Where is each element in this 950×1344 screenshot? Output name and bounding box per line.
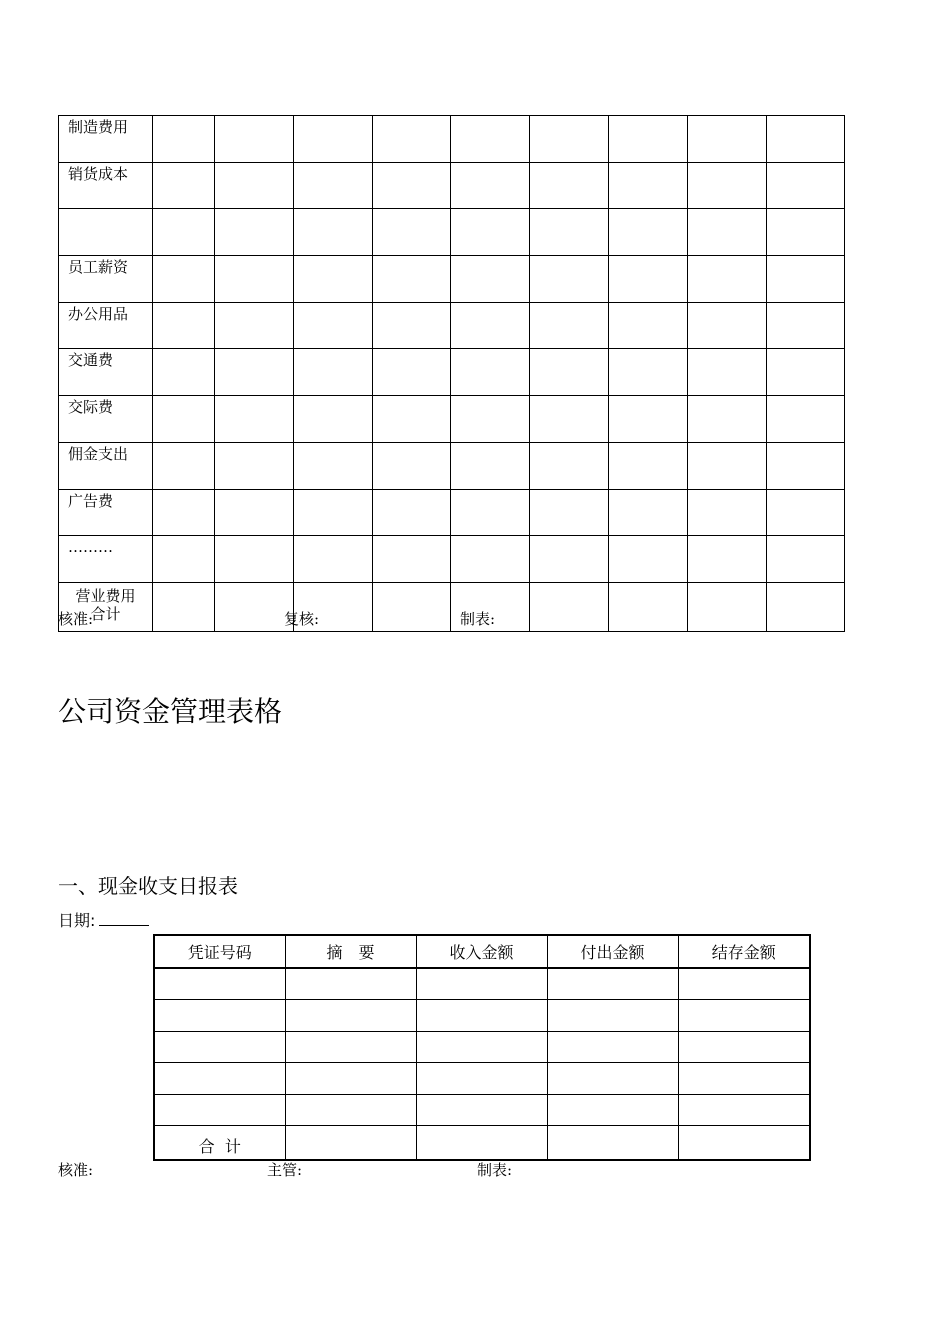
cell[interactable] [609,396,688,443]
row-label-ellipsis: ……… [59,536,153,583]
cell[interactable] [530,209,609,256]
cell[interactable] [285,1126,416,1160]
cell[interactable] [451,116,530,163]
row-label-line1: 营业费用 [75,586,136,605]
cell[interactable] [547,1126,678,1160]
row-label-commission: 佣金支出 [59,442,153,489]
cell[interactable] [767,302,845,349]
cell[interactable] [688,442,767,489]
cell[interactable] [767,162,845,209]
cell[interactable] [530,116,609,163]
cell[interactable] [416,1126,547,1160]
cell[interactable] [153,442,215,489]
cell[interactable] [294,536,373,583]
row-label-blank [59,209,153,256]
review-label: 复核: [284,610,320,628]
cell[interactable] [294,302,373,349]
cell[interactable] [285,968,416,1000]
date-row [58,908,149,931]
cell[interactable] [530,442,609,489]
cell[interactable] [451,442,530,489]
cell[interactable] [678,1031,810,1063]
prepare-label: 制表: [477,1161,513,1179]
cell[interactable] [285,1000,416,1032]
cell[interactable] [285,1063,416,1095]
cell[interactable] [154,1094,285,1126]
expense-row [59,209,845,256]
cell[interactable] [530,489,609,536]
cell[interactable] [688,536,767,583]
row-label-salaries: 员工薪资 [59,256,153,303]
cell[interactable] [153,582,215,631]
cell[interactable] [678,1063,810,1095]
cell[interactable] [373,396,451,443]
table-row [154,1031,810,1063]
cell[interactable] [373,536,451,583]
cell[interactable] [678,1094,810,1126]
document-title: 公司资金管理表格 [58,695,283,728]
section-title: 一、现金收支日报表 [58,874,238,898]
cell[interactable] [215,489,294,536]
cell[interactable] [767,536,845,583]
cell[interactable] [215,162,294,209]
cell[interactable] [294,209,373,256]
row-label-entertainment: 交际费 [59,396,153,443]
cell[interactable] [215,442,294,489]
cell[interactable] [451,536,530,583]
cell[interactable] [153,536,215,583]
cell[interactable] [215,209,294,256]
cell[interactable] [294,396,373,443]
cell[interactable] [609,536,688,583]
cell[interactable] [215,536,294,583]
header-income: 收入金额 [416,935,547,968]
cell[interactable] [688,582,767,631]
cell[interactable] [153,162,215,209]
cell[interactable] [547,1063,678,1095]
cell[interactable] [416,1063,547,1095]
cell[interactable] [373,256,451,303]
header-expense: 付出金额 [547,935,678,968]
expense-table [58,115,845,632]
expense-row [59,302,845,349]
cell[interactable] [215,396,294,443]
cell[interactable] [215,302,294,349]
table-row [154,1000,810,1032]
cell[interactable] [688,489,767,536]
cell[interactable] [154,1063,285,1095]
cell[interactable] [154,1000,285,1032]
expense-row [59,489,845,536]
cell[interactable] [609,489,688,536]
cell[interactable] [416,1000,547,1032]
cell[interactable] [451,162,530,209]
cell[interactable] [153,396,215,443]
cell[interactable] [153,349,215,396]
cell[interactable] [609,209,688,256]
expense-row [59,116,845,163]
cell[interactable] [688,209,767,256]
expense-row-total [59,582,845,631]
cash-daily-table [153,934,811,1161]
cell[interactable] [373,162,451,209]
cell[interactable] [373,582,451,631]
cell[interactable] [294,256,373,303]
expense-row [59,162,845,209]
table-header-row [154,935,810,968]
cell[interactable] [609,442,688,489]
expense-row [59,442,845,489]
table-row [154,1063,810,1095]
cell[interactable] [153,116,215,163]
expense-row [59,256,845,303]
cell[interactable] [767,256,845,303]
cell[interactable] [688,116,767,163]
approve-label: 核准: [58,1161,94,1179]
cell[interactable] [451,349,530,396]
cell[interactable] [451,256,530,303]
cell[interactable] [767,442,845,489]
cell[interactable] [678,1126,810,1160]
header-voucher-no: 凭证号码 [154,935,285,968]
cell[interactable] [609,256,688,303]
cell[interactable] [154,968,285,1000]
expense-row [59,536,845,583]
cell[interactable] [767,489,845,536]
cell[interactable] [530,536,609,583]
date-label: 日期: [58,911,96,930]
cell[interactable] [215,116,294,163]
cell[interactable] [767,582,845,631]
cell[interactable] [373,349,451,396]
cell[interactable] [609,302,688,349]
prepare-label: 制表: [460,610,496,628]
cell[interactable] [294,162,373,209]
cell[interactable] [609,162,688,209]
cell[interactable] [688,396,767,443]
cell[interactable] [154,1031,285,1063]
cell[interactable] [153,209,215,256]
cell[interactable] [294,489,373,536]
cell[interactable] [678,1000,810,1032]
cell[interactable] [215,349,294,396]
row-label-advertising: 广告费 [59,489,153,536]
row-label-cost-of-sales: 销货成本 [59,162,153,209]
header-balance: 结存金额 [678,935,810,968]
cell[interactable] [451,489,530,536]
cell[interactable] [530,302,609,349]
table-row-total [154,1126,810,1160]
cell[interactable] [285,1094,416,1126]
cell[interactable] [688,256,767,303]
cell[interactable] [373,489,451,536]
cell[interactable] [215,582,294,631]
cell[interactable] [451,209,530,256]
expense-row [59,349,845,396]
cell[interactable] [416,1094,547,1126]
cell[interactable] [285,1031,416,1063]
cell[interactable] [416,968,547,1000]
row-label-transport: 交通费 [59,349,153,396]
cell[interactable] [416,1031,547,1063]
cell[interactable] [547,1031,678,1063]
cell[interactable] [530,162,609,209]
approve-label: 核准: [58,610,94,628]
cell[interactable] [530,349,609,396]
cell[interactable] [547,1000,678,1032]
cell[interactable] [767,396,845,443]
cell[interactable] [609,582,688,631]
cell[interactable] [688,302,767,349]
table-row [154,968,810,1000]
cell[interactable] [373,116,451,163]
cell[interactable] [688,162,767,209]
cell[interactable] [373,209,451,256]
cell[interactable] [530,582,609,631]
cell[interactable] [294,349,373,396]
cell[interactable] [373,302,451,349]
cell[interactable] [294,442,373,489]
cell[interactable] [530,256,609,303]
cell[interactable] [609,116,688,163]
cell[interactable] [609,349,688,396]
expense-row [59,396,845,443]
row-label-manufacturing: 制造费用 [59,116,153,163]
cell[interactable] [215,256,294,303]
supervisor-label: 主管: [267,1161,303,1179]
cell[interactable] [294,116,373,163]
cell[interactable] [688,349,767,396]
cell[interactable] [678,968,810,1000]
cell[interactable] [153,489,215,536]
cell[interactable] [373,442,451,489]
row-label-office-supplies: 办公用品 [59,302,153,349]
table-row [154,1094,810,1126]
cell[interactable] [451,302,530,349]
cell[interactable] [451,396,530,443]
cell[interactable] [767,349,845,396]
date-field[interactable] [99,911,149,926]
total-label: 合 计 [154,1126,285,1160]
cell[interactable] [767,116,845,163]
cell[interactable] [547,1094,678,1126]
cell[interactable] [767,209,845,256]
cell[interactable] [547,968,678,1000]
cell[interactable] [530,396,609,443]
cell[interactable] [153,302,215,349]
row-label-line2: 合计 [90,604,121,623]
header-summary: 摘 要 [285,935,416,968]
cell[interactable] [153,256,215,303]
